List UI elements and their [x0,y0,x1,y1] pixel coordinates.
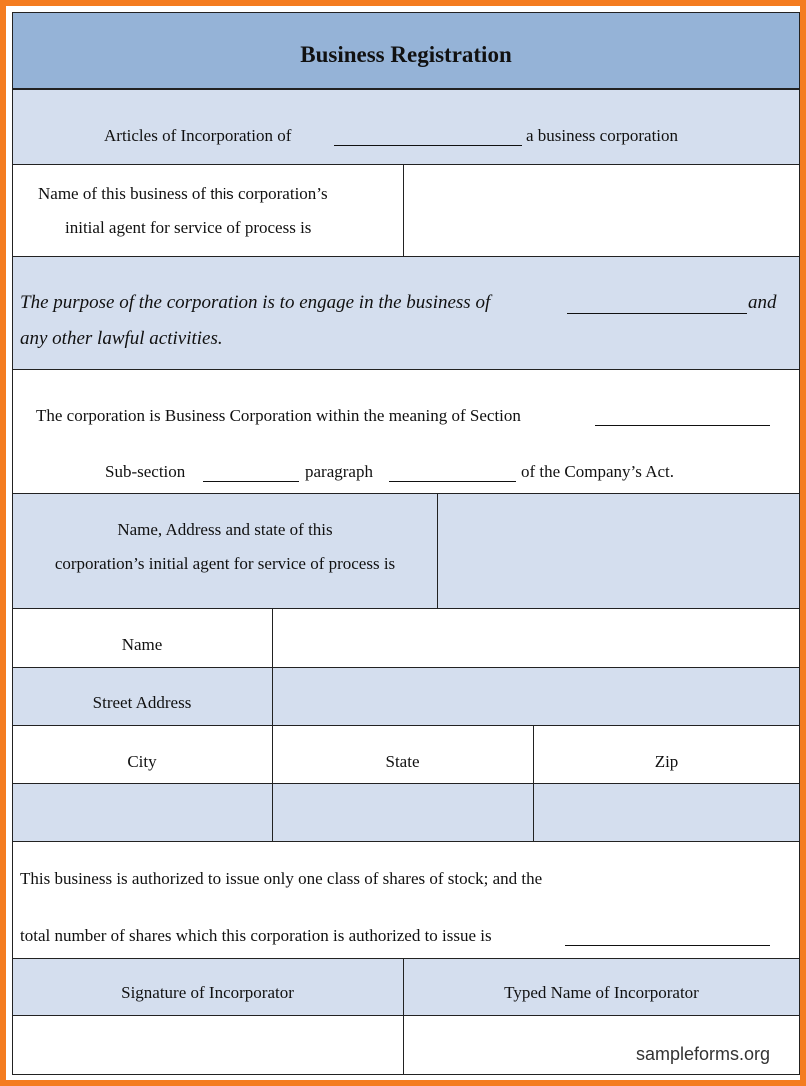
paragraph-label: paragraph [305,462,373,481]
rule [12,12,13,1075]
rule [12,89,800,90]
name-label: Name [121,635,163,654]
paragraph-blank[interactable] [389,466,516,482]
state-label: State [385,752,420,771]
rule [12,783,800,784]
zip-field[interactable] [533,783,800,841]
state-field[interactable] [272,783,533,841]
street-label: Street Address [92,693,192,712]
purpose-line2: any other lawful activities. [20,328,223,349]
subsection-label: Sub-section [105,462,186,481]
shares-blank[interactable] [565,930,770,946]
city-label: City [127,752,157,771]
name-field[interactable] [272,609,800,667]
rule [12,841,800,842]
zip-label: Zip [654,752,679,771]
rule [799,12,800,1075]
rule [12,608,800,609]
rule [12,725,800,726]
name-business-line1: Name of this business of this corporation’s [38,184,328,203]
section-blank[interactable] [595,410,770,426]
rule [12,958,800,959]
rule [12,1074,800,1075]
rule [12,667,800,668]
rule [272,608,273,841]
rule [12,369,800,370]
shares-line1: This business is authorized to issue only one class of shares of stock; and the [20,869,543,888]
registration-form [6,6,800,1080]
rule [12,256,800,257]
section-line1: The corporation is Business Corporation within the meaning of Section [36,406,521,425]
purpose-line1-end: and [748,292,777,313]
agent-field[interactable] [438,493,800,608]
rule [437,493,438,608]
rule [12,493,800,494]
name-business-line2: initial agent for service of process is [65,218,312,237]
signature-label: Signature of Incorporator [121,983,294,1002]
name-business-field[interactable] [404,164,800,256]
agent-line2: corporation’s initial agent for service of process is [54,554,396,573]
purpose-blank[interactable] [567,298,747,314]
typed-name-label: Typed Name of Incorporator [504,983,699,1002]
articles-prefix: Articles of Incorporation of [104,126,292,145]
rule [12,1015,800,1016]
rule [12,164,800,165]
purpose-line1: The purpose of the corporation is to engage in the business of [20,292,491,313]
signature-field[interactable] [12,1015,403,1075]
rule [403,164,404,256]
agent-line1: Name, Address and state of this [117,520,333,539]
rule [533,725,534,841]
articles-blank[interactable] [334,130,522,146]
articles-suffix: a business corporation [526,126,679,145]
watermark: sampleforms.org [636,1044,771,1064]
rule [403,958,404,1074]
subsection-blank[interactable] [203,466,299,482]
city-field[interactable] [12,783,272,841]
page-title: Business Registration [300,42,512,67]
shares-line2: total number of shares which this corporation is authorized to issue is [20,926,492,945]
act-label: of the Company’s Act. [521,462,674,481]
street-field[interactable] [272,667,800,725]
